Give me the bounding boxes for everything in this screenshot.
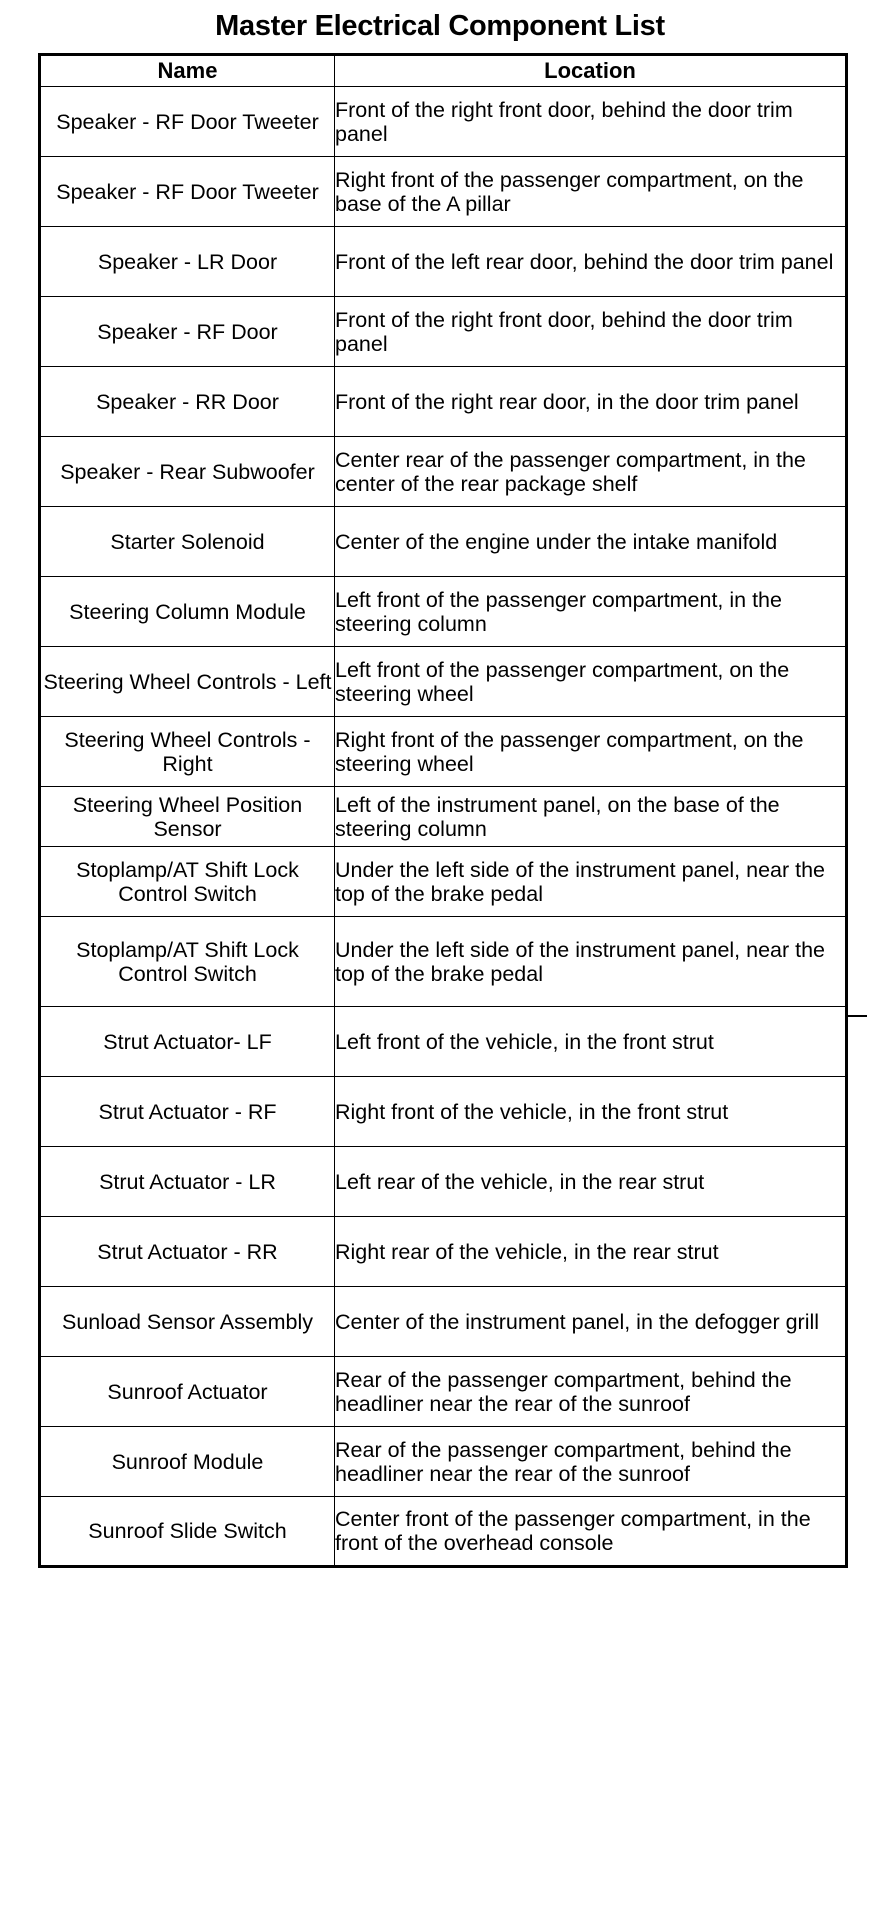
component-name-cell: Speaker - RF Door Tweeter xyxy=(40,87,335,157)
header-row xyxy=(40,55,847,87)
component-location-cell: Front of the right rear door, in the door trim panel xyxy=(335,367,847,437)
table-row xyxy=(40,437,847,507)
table-row xyxy=(40,1497,847,1567)
table-row xyxy=(40,1357,847,1427)
table-row xyxy=(40,1007,847,1077)
component-location-cell: Rear of the passenger compartment, behind the headliner near the rear of the sunroof xyxy=(335,1357,847,1427)
component-location-cell: Left front of the passenger compartment, on the steering wheel xyxy=(335,647,847,717)
component-location-cell: Front of the right front door, behind the door trim panel xyxy=(335,297,847,367)
column-header-name: Name xyxy=(40,55,335,87)
component-name-cell: Strut Actuator - LR xyxy=(40,1147,335,1217)
component-location-cell: Rear of the passenger compartment, behind the headliner near the rear of the sunroof xyxy=(335,1427,847,1497)
component-name-cell: Stoplamp/AT Shift Lock Control Switch xyxy=(40,847,335,917)
component-name-cell: Speaker - Rear Subwoofer xyxy=(40,437,335,507)
table-row xyxy=(40,787,847,847)
table-row xyxy=(40,1077,847,1147)
component-name-cell: Sunload Sensor Assembly xyxy=(40,1287,335,1357)
table-row xyxy=(40,577,847,647)
table-row xyxy=(40,507,847,577)
component-name-cell: Speaker - RR Door xyxy=(40,367,335,437)
component-name-cell: Sunroof Module xyxy=(40,1427,335,1497)
component-location-cell: Under the left side of the instrument panel, near the top of the brake pedal xyxy=(335,917,847,1007)
component-location-cell: Right front of the vehicle, in the front strut xyxy=(335,1077,847,1147)
component-location-cell: Center of the instrument panel, in the defogger grill xyxy=(335,1287,847,1357)
component-name-cell: Sunroof Slide Switch xyxy=(40,1497,335,1567)
stray-margin-line xyxy=(845,1015,867,1017)
component-location-cell: Right front of the passenger compartment, on the steering wheel xyxy=(335,717,847,787)
component-name-cell: Stoplamp/AT Shift Lock Control Switch xyxy=(40,917,335,1007)
component-location-cell: Left rear of the vehicle, in the rear strut xyxy=(335,1147,847,1217)
table-row xyxy=(40,1147,847,1217)
component-location-cell: Center rear of the passenger compartment, in the center of the rear package shelf xyxy=(335,437,847,507)
page-title: Master Electrical Component List xyxy=(215,10,665,42)
component-location-cell: Center of the engine under the intake manifold xyxy=(335,507,847,577)
component-location-cell: Left of the instrument panel, on the base of the steering column xyxy=(335,787,847,847)
component-location-cell: Under the left side of the instrument panel, near the top of the brake pedal xyxy=(335,847,847,917)
component-name-cell: Strut Actuator - RF xyxy=(40,1077,335,1147)
component-table xyxy=(38,53,848,1568)
table-row xyxy=(40,367,847,437)
table-row xyxy=(40,717,847,787)
component-location-cell: Center front of the passenger compartment, in the front of the overhead console xyxy=(335,1497,847,1567)
component-location-cell: Right rear of the vehicle, in the rear strut xyxy=(335,1217,847,1287)
component-name-cell: Steering Wheel Controls - Left xyxy=(40,647,335,717)
table-row xyxy=(40,1217,847,1287)
column-header-location: Location xyxy=(335,55,847,87)
component-name-cell: Sunroof Actuator xyxy=(40,1357,335,1427)
component-name-cell: Speaker - RF Door Tweeter xyxy=(40,157,335,227)
component-name-cell: Starter Solenoid xyxy=(40,507,335,577)
table-row xyxy=(40,917,847,1007)
component-location-cell: Right front of the passenger compartment, on the base of the A pillar xyxy=(335,157,847,227)
component-location-cell: Left front of the vehicle, in the front strut xyxy=(335,1007,847,1077)
component-name-cell: Strut Actuator - RR xyxy=(40,1217,335,1287)
table-row xyxy=(40,847,847,917)
component-name-cell: Speaker - LR Door xyxy=(40,227,335,297)
component-name-cell: Steering Column Module xyxy=(40,577,335,647)
component-location-cell: Front of the right front door, behind the door trim panel xyxy=(335,87,847,157)
component-name-cell: Speaker - RF Door xyxy=(40,297,335,367)
table-body xyxy=(40,87,847,1567)
table-row xyxy=(40,157,847,227)
table-row xyxy=(40,1287,847,1357)
component-name-cell: Strut Actuator- LF xyxy=(40,1007,335,1077)
table-row xyxy=(40,87,847,157)
table-row xyxy=(40,1427,847,1497)
component-name-cell: Steering Wheel Position Sensor xyxy=(40,787,335,847)
table-row xyxy=(40,647,847,717)
table-row xyxy=(40,297,847,367)
component-location-cell: Front of the left rear door, behind the door trim panel xyxy=(335,227,847,297)
table-row xyxy=(40,227,847,297)
component-location-cell: Left front of the passenger compartment, in the steering column xyxy=(335,577,847,647)
component-name-cell: Steering Wheel Controls - Right xyxy=(40,717,335,787)
